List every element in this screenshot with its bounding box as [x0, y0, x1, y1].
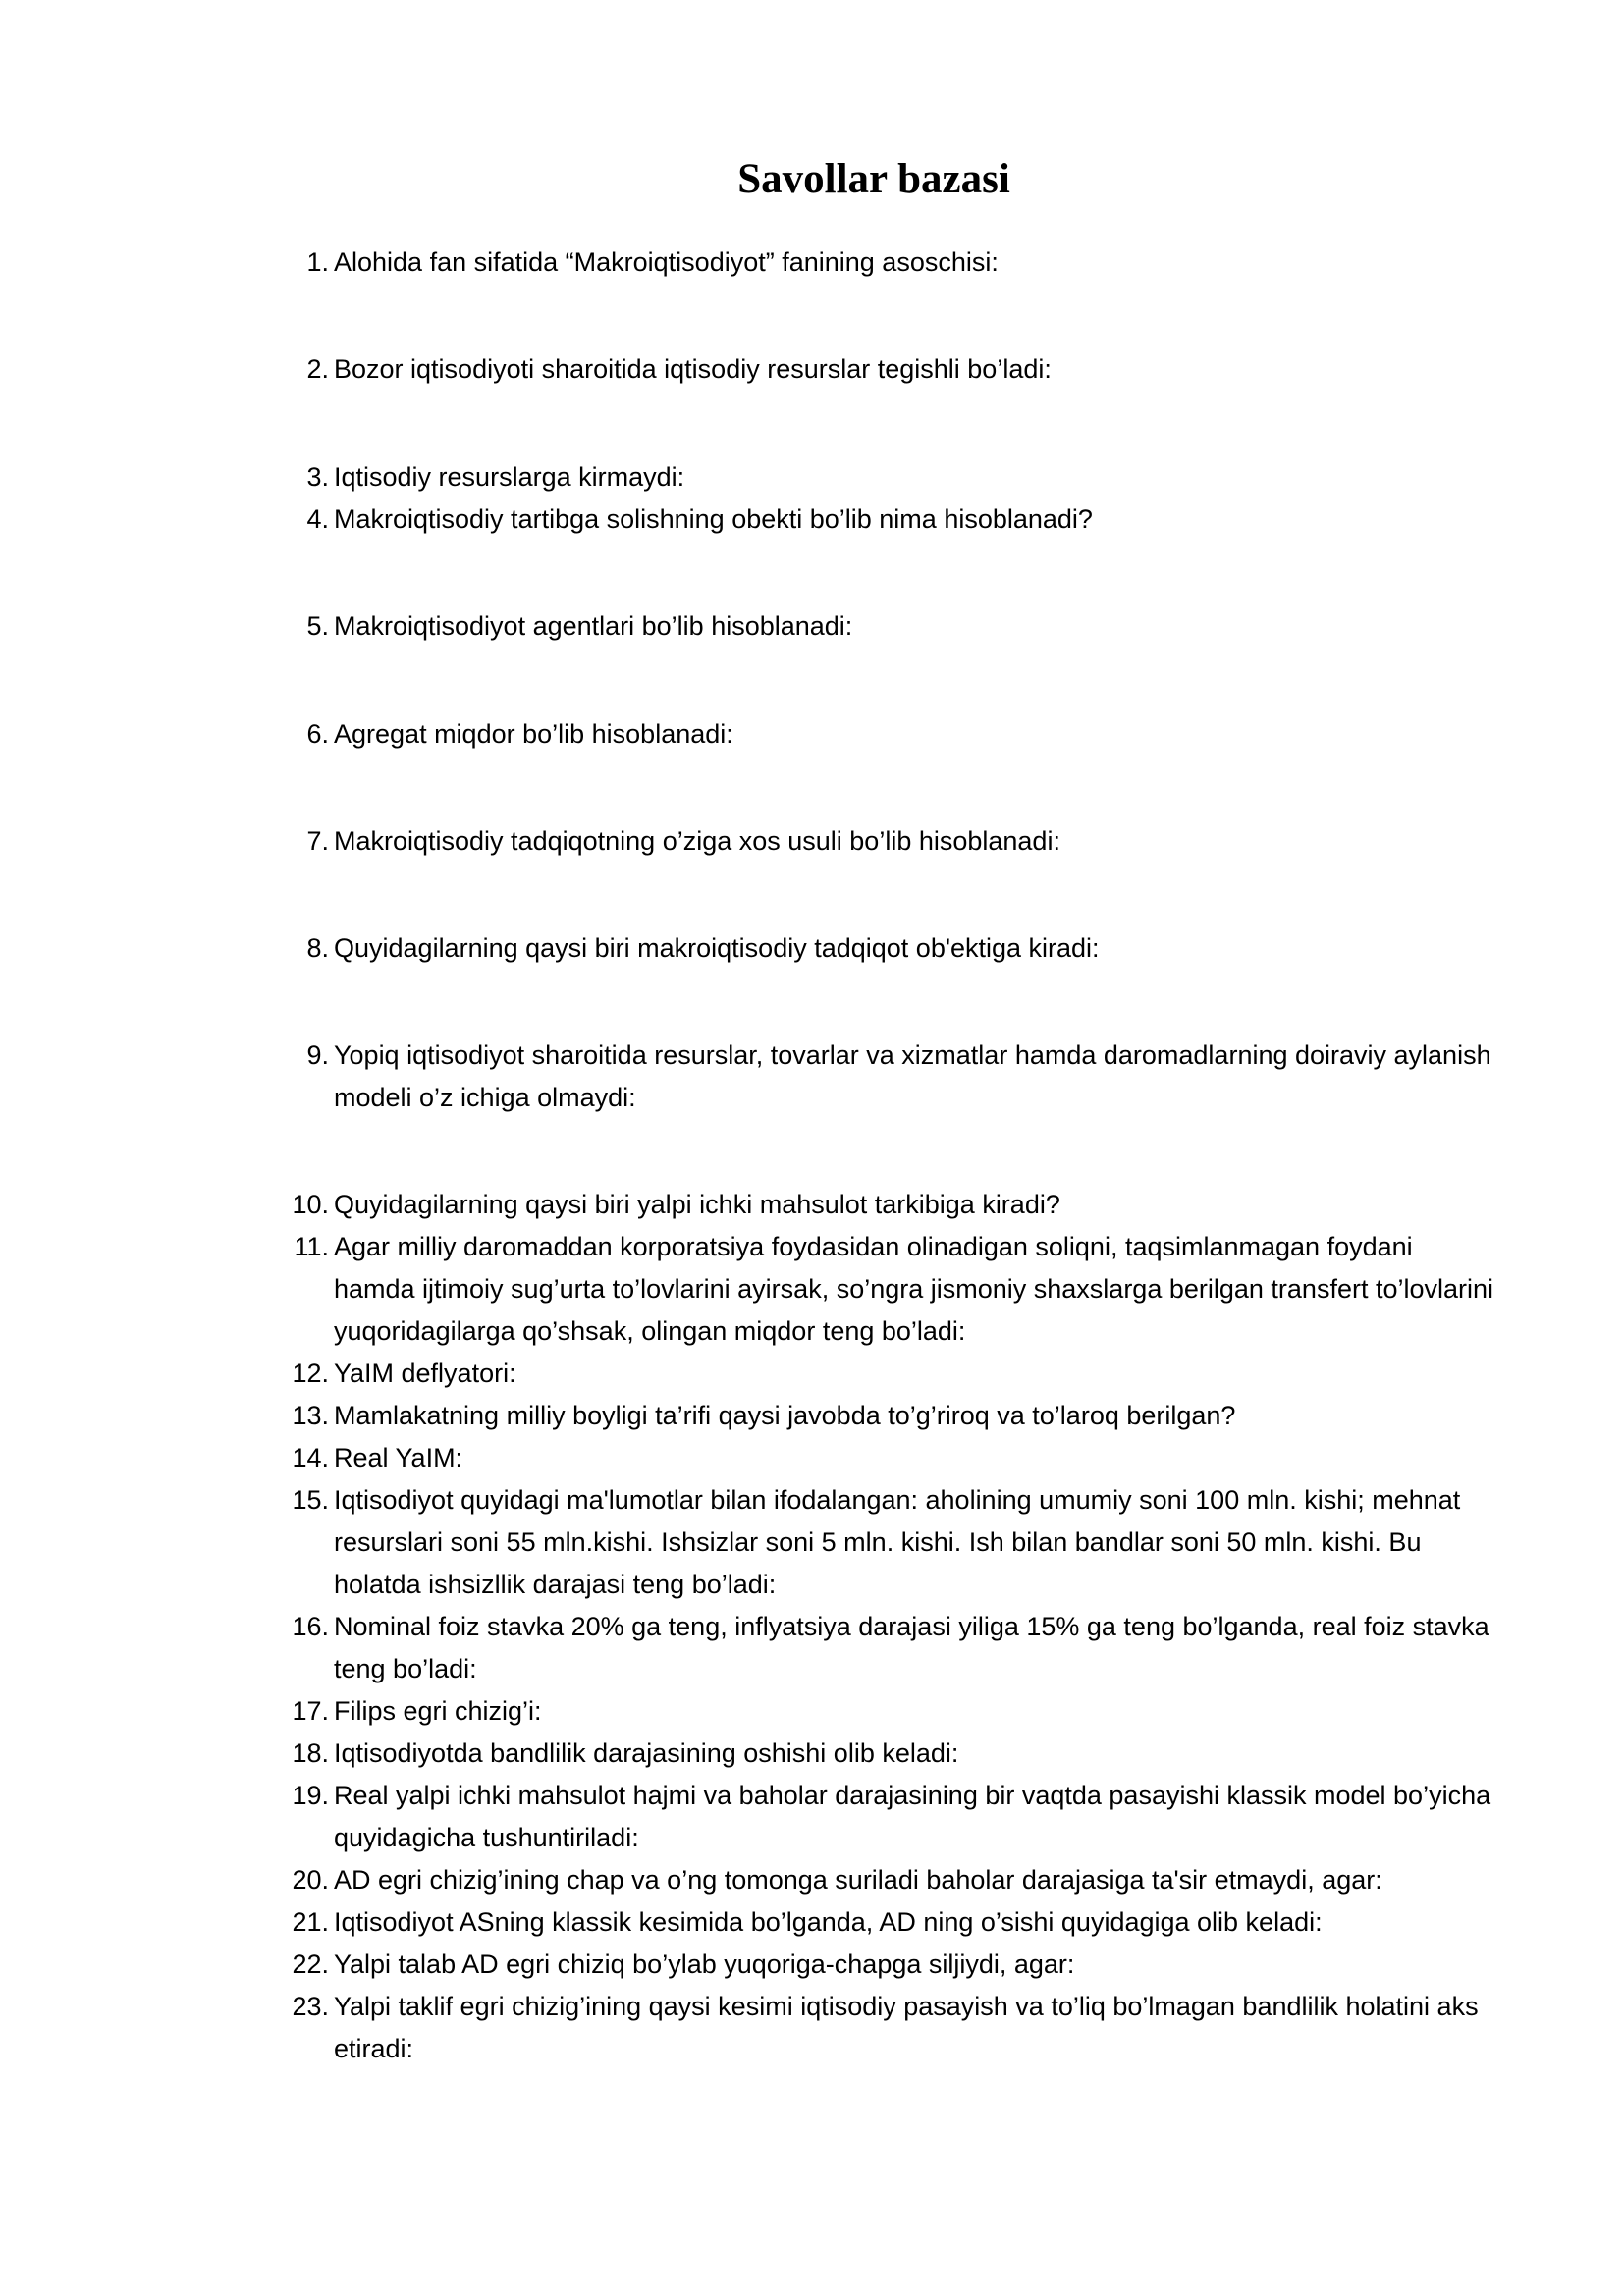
question-number: 16. [292, 1612, 329, 1641]
question-item [280, 1733, 1497, 1775]
question-item [280, 348, 1497, 391]
question-text: Nominal foiz stavka 20% ga teng, inflyatsiya darajasi yiliga 15% ga teng bo’lganda, real foiz stavka teng bo’ladi: [334, 1612, 1489, 1683]
question-number: 8. [306, 934, 329, 963]
question-number: 2. [306, 354, 329, 384]
question-item [280, 1035, 1497, 1119]
question-item [280, 499, 1497, 541]
question-item [280, 1184, 1497, 1226]
question-text: Agar milliy daromaddan korporatsiya foydasidan olinadigan soliqni, taqsimlanmagan foydani hamda ijtimoiy sug’urta to’lovlarini ayirsak, so’ngra jismoniy shaxslarga berilgan transfert to’lovlarini yuqoridagilarga qo’shsak, olingan miqdor teng bo’ladi: [334, 1232, 1493, 1346]
question-text: Real yalpi ichki mahsulot hajmi va baholar darajasining bir vaqtda pasayishi klassik model bo’yicha quyidagicha tushuntiriladi: [334, 1781, 1491, 1852]
question-number: 5. [306, 612, 329, 641]
question-number: 10. [292, 1190, 329, 1219]
question-number: 3. [306, 462, 329, 492]
question-item [280, 1986, 1497, 2070]
question-item [280, 1606, 1497, 1690]
question-item [280, 928, 1497, 970]
question-number: 13. [292, 1401, 329, 1430]
question-number: 11. [294, 1232, 329, 1261]
question-item [280, 1437, 1497, 1479]
question-number: 1. [306, 247, 329, 277]
question-text: Yopiq iqtisodiyot sharoitida resurslar, tovarlar va xizmatlar hamda daromadlarning doiraviy aylanish modeli o’z ichiga olmaydi: [334, 1041, 1491, 1112]
question-number: 4. [306, 505, 329, 534]
question-item [280, 1690, 1497, 1733]
question-number: 9. [306, 1041, 329, 1070]
question-item [280, 1859, 1497, 1901]
question-text: YaIM deflyatori: [334, 1359, 516, 1388]
question-number: 19. [292, 1781, 329, 1810]
question-number: 15. [292, 1485, 329, 1515]
question-item [280, 1353, 1497, 1395]
question-item [280, 821, 1497, 863]
question-number: 21. [292, 1907, 329, 1937]
question-item [280, 1479, 1497, 1606]
question-text: Real YaIM: [334, 1443, 463, 1472]
question-text: Alohida fan sifatida “Makroiqtisodiyot” fanining asoschisi: [334, 247, 999, 277]
question-text: Iqtisodiyot quyidagi ma'lumotlar bilan ifodalangan: aholining umumiy soni 100 mln. kishi; mehnat resurslari soni 55 mln.kishi. Ishsizlar soni 5 mln. kishi. Ish bilan bandlar soni 50 mln. kishi. Bu holatda ishsizllik darajasi teng bo’ladi: [334, 1485, 1461, 1599]
question-number: 22. [292, 1949, 329, 1979]
question-text: Iqtisodiyot ASning klassik kesimida bo’lganda, AD ning o’sishi quyidagiga olib keladi: [334, 1907, 1323, 1937]
question-text: Makroiqtisodiyot agentlari bo’lib hisoblanadi: [334, 612, 853, 641]
question-number: 17. [292, 1696, 329, 1726]
question-text: Filips egri chizig’i: [334, 1696, 542, 1726]
page-title: Savollar bazasi [737, 156, 1010, 202]
question-text: Mamlakatning milliy boyligi ta’rifi qaysi javobda to’g’riroq va to’laroq berilgan? [334, 1401, 1236, 1430]
question-number: 7. [306, 827, 329, 856]
question-text: Yalpi talab AD egri chiziq bo’ylab yuqoriga-chapga siljiydi, agar: [334, 1949, 1075, 1979]
question-item [280, 606, 1497, 648]
question-number: 12. [292, 1359, 329, 1388]
question-text: Quyidagilarning qaysi biri makroiqtisodiy tadqiqot ob'ektiga kiradi: [334, 934, 1100, 963]
question-text: Bozor iqtisodiyoti sharoitida iqtisodiy resurslar tegishli bo’ladi: [334, 354, 1052, 384]
question-item [280, 1944, 1497, 1986]
question-text: Quyidagilarning qaysi biri yalpi ichki mahsulot tarkibiga kiradi? [334, 1190, 1060, 1219]
question-item [280, 1226, 1497, 1353]
question-item [280, 1395, 1497, 1437]
question-number: 18. [292, 1738, 329, 1768]
question-number: 23. [292, 1992, 329, 2021]
question-number: 14. [292, 1443, 329, 1472]
question-text: Agregat miqdor bo’lib hisoblanadi: [334, 720, 733, 749]
question-text: Iqtisodiyotda bandlilik darajasining oshishi olib keladi: [334, 1738, 959, 1768]
question-item [280, 714, 1497, 756]
question-item [280, 456, 1497, 499]
question-item [280, 1775, 1497, 1859]
question-item [280, 241, 1497, 284]
question-text: AD egri chizig’ining chap va o’ng tomonga suriladi baholar darajasiga ta'sir etmaydi, agar: [334, 1865, 1382, 1895]
question-number: 6. [306, 720, 329, 749]
question-text: Iqtisodiy resurslarga kirmaydi: [334, 462, 685, 492]
question-text: Makroiqtisodiy tadqiqotning o’ziga xos usuli bo’lib hisoblanadi: [334, 827, 1060, 856]
question-number: 20. [292, 1865, 329, 1895]
question-item [280, 1901, 1497, 1944]
question-text: Makroiqtisodiy tartibga solishning obekti bo’lib nima hisoblanadi? [334, 505, 1093, 534]
question-text: Yalpi taklif egri chizig’ining qaysi kesimi iqtisodiy pasayish va to’liq bo’lmagan bandlilik holatini aks etiradi: [334, 1992, 1479, 2063]
